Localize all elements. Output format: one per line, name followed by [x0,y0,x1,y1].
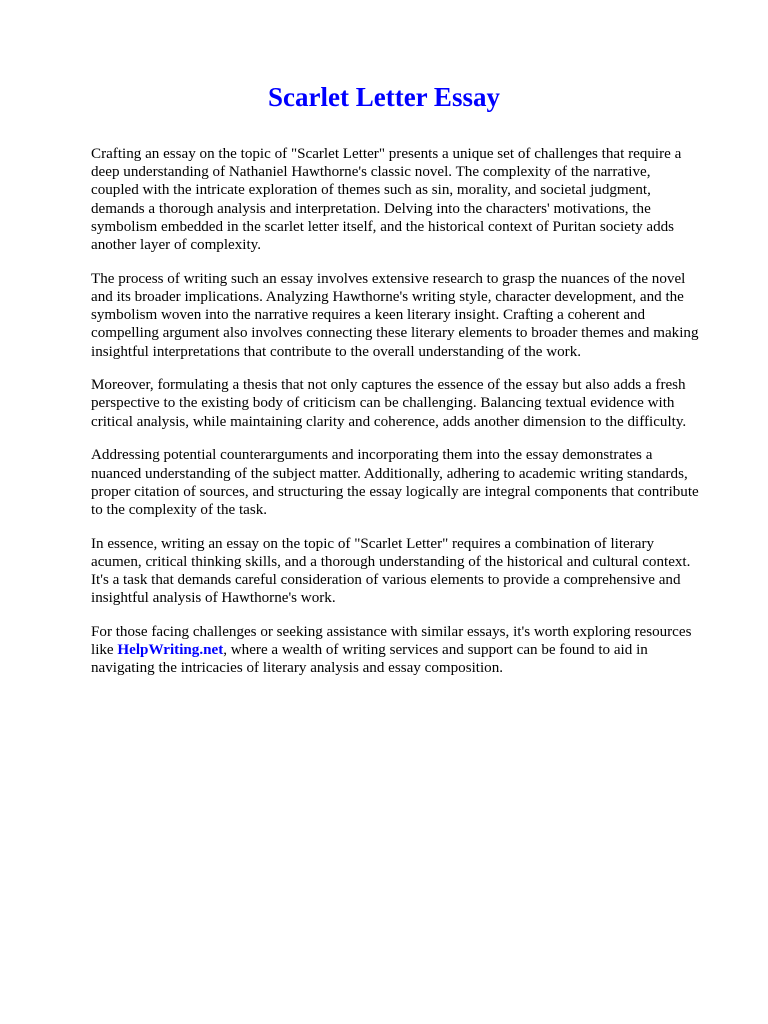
text-line: symbolism woven into the narrative requires a keen literary insight. Crafting a coherent and [91,307,646,324]
text-line: critical analysis, while maintaining clarity and coherence, adds another dimension to the difficulty. [91,413,687,430]
closing-paragraph [91,623,731,678]
paragraph-3 [91,376,731,431]
text-line: another layer of complexity. [91,237,262,254]
text-line: to the complexity of the task. [91,501,268,518]
text-line: nuanced understanding of the subject matter. Additionally, adhering to academic writing standards, [91,465,688,482]
text-line: It's a task that demands careful consideration of various elements to provide a comprehensive and [91,572,681,589]
helpwriting-link[interactable]: HelpWriting.net [117,642,224,659]
paragraph-5 [91,535,731,608]
text-line: demands a thorough analysis and interpretation. Delving into the characters' motivations, the [91,200,651,217]
text-line: The process of writing such an essay involves extensive research to grasp the nuances of the novel [91,270,686,287]
text-line: compelling argument also involves connecting these literary elements to broader themes and making [91,325,699,342]
text-line: deep understanding of Nathaniel Hawthorne's classic novel. The complexity of the narrative, [91,164,651,181]
text-line: and its broader implications. Analyzing Hawthorne's writing style, character development, and the [91,288,684,305]
text-line: Addressing potential counterarguments and incorporating them into the essay demonstrates a [91,447,653,464]
paragraph-2 [91,270,731,361]
text-line: perspective to the existing body of criticism can be challenging. Balancing textual evidence with [91,395,675,412]
paragraph-4 [91,446,731,519]
text-line: symbolism embedded in the scarlet letter itself, and the historical context of Puritan society adds [91,218,675,235]
text-line: insightful analysis of Hawthorne's work. [91,590,336,607]
text-line: insightful interpretations that contribute to the overall understanding of the work. [91,343,582,360]
paragraph-1 [91,145,731,254]
text-line-with-link [91,641,731,659]
text-segment: like [91,642,118,659]
text-line: acumen, critical thinking skills, and a thorough understanding of the historical and cultural context. [91,553,691,570]
text-line: coupled with the intricate exploration of themes such as sin, morality, and societal judgment, [91,182,651,199]
text-line: navigating the intricacies of literary analysis and essay composition. [91,660,504,677]
text-line: Crafting an essay on the topic of "Scarlet Letter" presents a unique set of challenges that require a [91,146,682,162]
text-line: In essence, writing an essay on the topic of "Scarlet Letter" requires a combination of literary [91,535,655,552]
page-title: Scarlet Letter Essay [268,82,500,112]
text-line: proper citation of sources, and structuring the essay logically are integral components that contribute [91,483,699,500]
text-line: Moreover, formulating a thesis that not only captures the essence of the essay but also adds a fresh [91,377,686,394]
text-line: For those facing challenges or seeking assistance with similar essays, it's worth exploring resources [91,623,692,640]
text-segment: , where a wealth of writing services and support can be found to aid in [223,642,648,659]
essay-body [91,145,731,693]
